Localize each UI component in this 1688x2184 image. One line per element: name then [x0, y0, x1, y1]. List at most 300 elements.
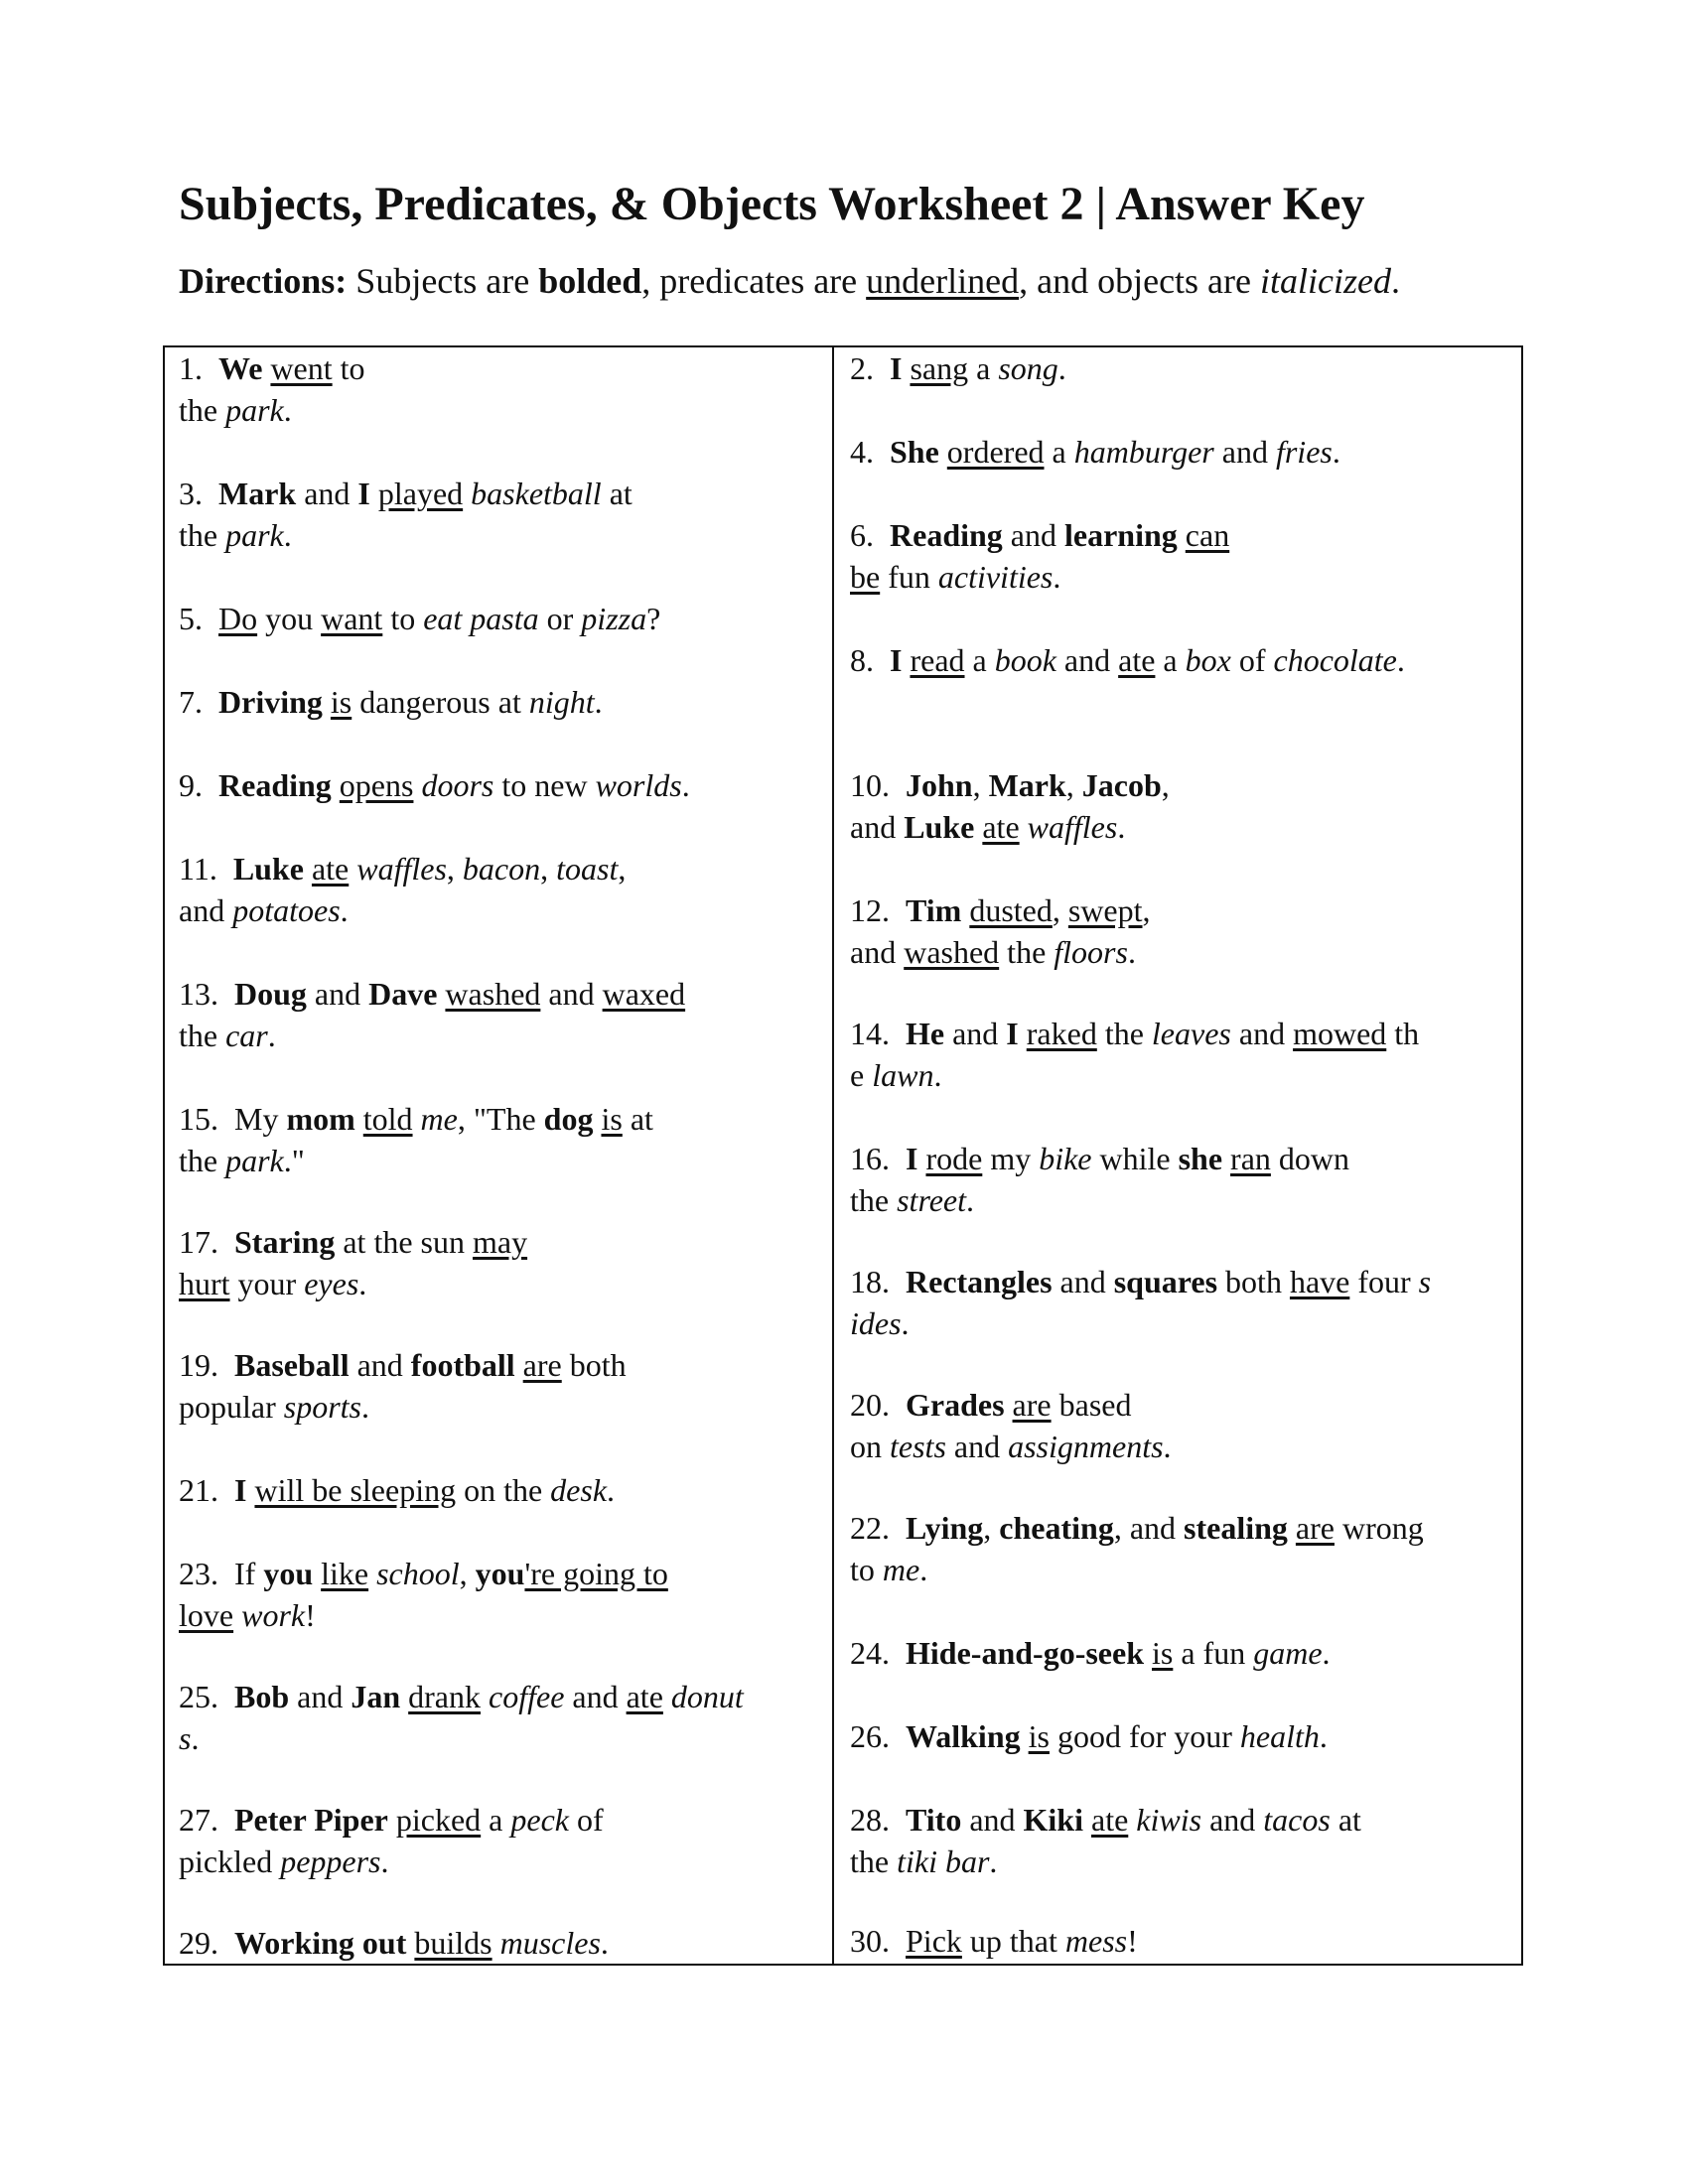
predicate: be [850, 559, 881, 595]
text [481, 1679, 489, 1714]
object: tacos [1263, 1802, 1331, 1838]
sentence-number: 6. [850, 517, 874, 553]
object: peppers [280, 1843, 381, 1879]
subject: Tim [906, 892, 962, 928]
object: bacon [462, 851, 541, 887]
predicate: ate [1090, 1802, 1129, 1838]
text: , and [1113, 1510, 1185, 1546]
predicate: want [321, 601, 383, 636]
sentence-number: 30. [850, 1923, 890, 1959]
subject: stealing [1184, 1510, 1288, 1546]
predicate: ate [311, 851, 350, 887]
object: book [994, 642, 1056, 678]
page-title: Subjects, Predicates, & Objects Worksheet 2 | Answer Key [179, 178, 1365, 230]
object: peck [510, 1802, 569, 1838]
sentence-number: 2. [850, 350, 874, 386]
sentence-8 [850, 639, 1515, 681]
text: and [1201, 1802, 1264, 1838]
text: . [1127, 934, 1136, 970]
predicate: drank [408, 1679, 481, 1714]
object: street [897, 1182, 966, 1218]
predicate: swept [1067, 892, 1143, 928]
predicate: read [910, 642, 965, 678]
subject: Staring [234, 1224, 336, 1260]
text [663, 1679, 671, 1714]
sentence-number: 1. [179, 350, 203, 386]
subject: Reading [218, 767, 332, 803]
text: and [306, 976, 369, 1012]
directions-underlined: underlined [866, 261, 1020, 301]
text [1021, 1718, 1029, 1754]
text [939, 434, 947, 470]
directions-text: . [1391, 261, 1400, 301]
subject: Jacob [1081, 767, 1162, 803]
object: health [1239, 1718, 1320, 1754]
object: box [1185, 642, 1231, 678]
object: donut [670, 1679, 744, 1714]
object: eyes [304, 1266, 359, 1301]
object: waffles [1027, 809, 1118, 845]
text: . [358, 1266, 367, 1301]
directions-text: , predicates are [641, 261, 867, 301]
subject: Dave [368, 976, 438, 1012]
object: me [420, 1101, 458, 1137]
subject: Baseball [234, 1347, 350, 1383]
object: eat pasta [423, 601, 539, 636]
text: , [1065, 767, 1082, 803]
subject: learning [1064, 517, 1178, 553]
directions-bolded: bolded [538, 261, 642, 301]
text: both [561, 1347, 627, 1383]
text: and [1055, 642, 1119, 678]
text: ! [1127, 1923, 1138, 1959]
sentence-18 [850, 1261, 1515, 1344]
predicate: played [377, 476, 464, 511]
text: e [850, 1057, 873, 1093]
predicate: are [1295, 1510, 1335, 1546]
text: . [901, 1305, 910, 1341]
sentence-24 [850, 1632, 1515, 1674]
text [1144, 1635, 1152, 1671]
text: down [1270, 1141, 1350, 1176]
text: four [1349, 1264, 1419, 1299]
sentence-number: 4. [850, 434, 874, 470]
predicate: like [321, 1556, 369, 1591]
subject: Mark [988, 767, 1066, 803]
text: and [564, 1679, 627, 1714]
text: and [1002, 517, 1064, 553]
text [1005, 1387, 1013, 1423]
predicate: rode [925, 1141, 983, 1176]
predicate: love [179, 1597, 234, 1633]
directions-italicized: italicized [1260, 261, 1391, 301]
text: . [966, 1182, 974, 1218]
object: fries [1275, 434, 1333, 470]
object: waffles [356, 851, 447, 887]
subject: We [218, 350, 263, 386]
sentence-number: 5. [179, 601, 203, 636]
text [1222, 1141, 1230, 1176]
predicate: may [472, 1224, 528, 1260]
sentence-number: 23. [179, 1556, 218, 1591]
subject: Working out [234, 1925, 407, 1961]
subject: Rectangles [906, 1264, 1053, 1299]
object: park [225, 1143, 284, 1178]
subject: Doug [234, 976, 307, 1012]
text: . [191, 1720, 200, 1756]
text: My [234, 1101, 287, 1137]
text: wrong [1334, 1510, 1424, 1546]
object: night [528, 684, 595, 720]
subject: Luke [232, 851, 304, 887]
text: and [961, 1802, 1024, 1838]
object: car [225, 1018, 268, 1053]
sentence-number: 28. [850, 1802, 890, 1838]
sentence-number: 22. [850, 1510, 890, 1546]
object: bike [1039, 1141, 1092, 1176]
text: and [1213, 434, 1276, 470]
text [233, 1597, 241, 1633]
sentence-22 [850, 1507, 1515, 1590]
object: leaves [1151, 1016, 1231, 1051]
object: lawn [872, 1057, 934, 1093]
text: . [380, 1843, 389, 1879]
sentence-28 [850, 1799, 1515, 1882]
text: on [850, 1429, 890, 1464]
text: and [289, 1679, 352, 1714]
subject: Jan [351, 1679, 401, 1714]
text [413, 1101, 421, 1137]
text: . [283, 392, 292, 428]
sentence-19 [179, 1344, 824, 1428]
subject: Peter Piper [234, 1802, 388, 1838]
text: you [257, 601, 322, 636]
subject: football [410, 1347, 515, 1383]
text [1019, 1016, 1027, 1051]
text [1178, 517, 1186, 553]
text: the [179, 392, 226, 428]
object: chocolate [1273, 642, 1397, 678]
predicate: sang [910, 350, 969, 386]
subject: you [263, 1556, 314, 1591]
subject: Lying [906, 1510, 984, 1546]
sentence-number: 15. [179, 1101, 218, 1137]
text: If [234, 1556, 264, 1591]
text: . [1332, 434, 1340, 470]
text: . [600, 1925, 609, 1961]
predicate: opens [339, 767, 414, 803]
subject: Kiki [1023, 1802, 1083, 1838]
object: tiki bar [897, 1843, 990, 1879]
object: basketball [471, 476, 602, 511]
sentence-9 [179, 764, 824, 806]
predicate: mowed [1293, 1016, 1387, 1051]
sentence-25 [179, 1676, 824, 1759]
subject: She [890, 434, 939, 470]
sentence-4 [850, 431, 1515, 473]
sentence-10 [850, 764, 1515, 848]
predicate: ate [1118, 642, 1156, 678]
predicate: washed [445, 976, 541, 1012]
predicate: is [1028, 1718, 1050, 1754]
text: or [538, 601, 582, 636]
text: and [179, 892, 233, 928]
subject: I [906, 1141, 918, 1176]
text: and [850, 934, 905, 970]
sentence-15 [179, 1098, 824, 1181]
predicate: told [362, 1101, 413, 1137]
subject: Tito [906, 1802, 962, 1838]
text: , "The [457, 1101, 544, 1137]
subject: cheating [999, 1510, 1114, 1546]
text [370, 476, 378, 511]
subject: Mark [218, 476, 297, 511]
text: the [850, 1843, 898, 1879]
predicate: dusted [969, 892, 1053, 928]
text: , [1161, 767, 1170, 803]
text: at [622, 1101, 653, 1137]
subject: Bob [234, 1679, 290, 1714]
text: a [968, 350, 999, 386]
text: . [1396, 642, 1405, 678]
text: . [361, 1389, 369, 1425]
object: work [241, 1597, 306, 1633]
text: . [283, 517, 292, 553]
text: th [1386, 1016, 1420, 1051]
object: s [179, 1720, 192, 1756]
text: . [933, 1057, 942, 1093]
text: at [601, 476, 633, 511]
text: the [1096, 1016, 1152, 1051]
text: , [1052, 892, 1068, 928]
subject: John [906, 767, 973, 803]
text: . [989, 1843, 998, 1879]
text: . [1319, 1718, 1328, 1754]
sentence-11 [179, 848, 824, 931]
object: game [1253, 1635, 1323, 1671]
text: . [594, 684, 603, 720]
predicate: raked [1026, 1016, 1097, 1051]
sentence-27 [179, 1799, 824, 1882]
sentence-17 [179, 1221, 824, 1304]
sentence-14 [850, 1013, 1515, 1096]
sentence-number: 14. [850, 1016, 890, 1051]
text: the [179, 517, 226, 553]
object: ides [850, 1305, 902, 1341]
text: . [340, 892, 349, 928]
subject: Hide-and-go-seek [906, 1635, 1144, 1671]
sentence-number: 9. [179, 767, 203, 803]
sentence-number: 7. [179, 684, 203, 720]
subject: I [1006, 1016, 1019, 1051]
sentence-30 [850, 1920, 1515, 1962]
text: . [919, 1552, 928, 1587]
text: and [540, 976, 603, 1012]
text: and [1052, 1264, 1114, 1299]
sentence-20 [850, 1384, 1515, 1467]
text: of [568, 1802, 604, 1838]
predicate: will be sleeping [254, 1472, 457, 1508]
predicate: can [1185, 517, 1230, 553]
directions-label: Directions: [179, 261, 348, 301]
predicate: waxed [602, 976, 686, 1012]
directions-text: , and objects are [1019, 261, 1261, 301]
subject: He [906, 1016, 945, 1051]
text [1020, 809, 1028, 845]
sentence-number: 25. [179, 1679, 218, 1714]
text: popular [179, 1389, 284, 1425]
sentence-number: 3. [179, 476, 203, 511]
object: me [882, 1552, 920, 1587]
text [492, 1925, 500, 1961]
predicate: ordered [946, 434, 1045, 470]
sentence-number: 29. [179, 1925, 218, 1961]
predicate: are [1012, 1387, 1052, 1423]
text: the [850, 1182, 898, 1218]
predicate: ran [1230, 1141, 1271, 1176]
object: coffee [489, 1679, 565, 1714]
text: , [446, 851, 463, 887]
text: to [850, 1552, 883, 1587]
text: ? [646, 601, 661, 636]
text: , [618, 851, 627, 887]
sentence-26 [850, 1715, 1515, 1757]
predicate: ate [982, 809, 1020, 845]
object: song [998, 350, 1058, 386]
predicate: builds [414, 1925, 492, 1961]
text: both [1217, 1264, 1290, 1299]
text: . [681, 767, 690, 803]
subject: Walking [906, 1718, 1021, 1754]
text: and [349, 1347, 411, 1383]
subject: squares [1113, 1264, 1218, 1299]
directions-text: Subjects are [347, 261, 539, 301]
object: desk [550, 1472, 608, 1508]
sentence-number: 20. [850, 1387, 890, 1423]
object: potatoes [232, 892, 341, 928]
text: , [983, 1510, 1000, 1546]
predicate: picked [395, 1802, 482, 1838]
predicate: Pick [906, 1923, 962, 1959]
sentence-3 [179, 473, 824, 556]
subject: I [357, 476, 370, 511]
object: worlds [595, 767, 682, 803]
text: . [1057, 350, 1066, 386]
predicate: hurt [179, 1266, 230, 1301]
sentence-29 [179, 1922, 824, 1964]
predicate: have [1289, 1264, 1350, 1299]
text: . [1163, 1429, 1172, 1464]
text: a [1155, 642, 1186, 678]
object: pizza [581, 601, 647, 636]
text: and [944, 1016, 1007, 1051]
text: the [179, 1018, 226, 1053]
object: floors [1054, 934, 1128, 970]
text: to [332, 350, 365, 386]
text: and [1230, 1016, 1294, 1051]
sentence-number: 17. [179, 1224, 218, 1260]
text: . [1053, 559, 1061, 595]
sentence-12 [850, 889, 1515, 973]
subject: Reading [890, 517, 1003, 553]
object: muscles [499, 1925, 601, 1961]
text: fun [880, 559, 938, 595]
sentence-number: 12. [850, 892, 890, 928]
sentence-23 [179, 1553, 824, 1636]
predicate: is [330, 684, 352, 720]
text: the [179, 1143, 226, 1178]
subject: I [890, 642, 903, 678]
sentence-13 [179, 973, 824, 1056]
text: of [1230, 642, 1274, 678]
text: , [540, 851, 557, 887]
column-divider [832, 345, 834, 1966]
text: a fun [1173, 1635, 1254, 1671]
predicate: Do [218, 601, 258, 636]
object: mess [1064, 1923, 1128, 1959]
sentence-7 [179, 681, 824, 723]
text [355, 1101, 363, 1137]
subject: Driving [218, 684, 323, 720]
text: at [1330, 1802, 1361, 1838]
object: hamburger [1073, 434, 1214, 470]
object: s [1418, 1264, 1432, 1299]
sentence-21 [179, 1469, 824, 1511]
sentence-2 [850, 347, 1515, 389]
sentence-number: 24. [850, 1635, 890, 1671]
sentence-number: 16. [850, 1141, 890, 1176]
sentence-number: 27. [179, 1802, 218, 1838]
subject: you [475, 1556, 525, 1591]
text: pickled [179, 1843, 281, 1879]
object: activities [937, 559, 1054, 595]
text [332, 767, 340, 803]
object: park [225, 392, 284, 428]
sentence-5 [179, 598, 824, 639]
text: and [850, 809, 905, 845]
predicate: ate [626, 1679, 663, 1714]
text: ! [305, 1597, 316, 1633]
subject: mom [286, 1101, 355, 1137]
text: to new [493, 767, 596, 803]
text: based [1051, 1387, 1132, 1423]
subject: she [1178, 1141, 1223, 1176]
text: . [607, 1472, 616, 1508]
text: . [1117, 809, 1126, 845]
object: tests [890, 1429, 946, 1464]
subject: dog [543, 1101, 594, 1137]
text [313, 1556, 321, 1591]
sentence-number: 8. [850, 642, 874, 678]
text: a [964, 642, 995, 678]
predicate: are [522, 1347, 562, 1383]
object: kiwis [1136, 1802, 1202, 1838]
subject: Grades [906, 1387, 1005, 1423]
text [1288, 1510, 1296, 1546]
text: my [982, 1141, 1040, 1176]
text [400, 1679, 408, 1714]
text: good for your [1049, 1718, 1240, 1754]
text [304, 851, 312, 887]
text: , [972, 767, 989, 803]
predicate: washed [904, 934, 1000, 970]
sentence-number: 21. [179, 1472, 218, 1508]
sentence-6 [850, 514, 1515, 598]
text: and [945, 1429, 1009, 1464]
text: a [481, 1802, 511, 1838]
text [463, 476, 471, 511]
subject: I [890, 350, 903, 386]
